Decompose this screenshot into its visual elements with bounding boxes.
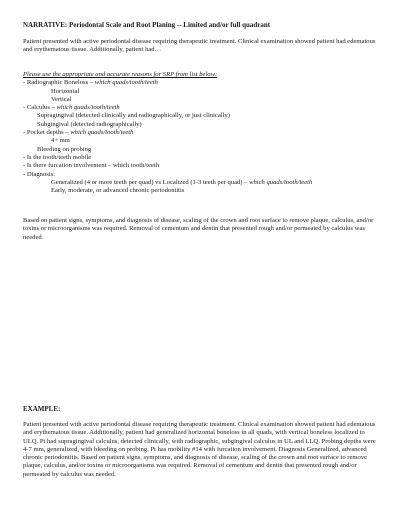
list-item-diagnosis: - Diagnosis: bbox=[23, 170, 56, 178]
list-item-pocket-depths: - Pocket depths – which quads/tooth/teeth bbox=[23, 129, 134, 137]
conclusion-paragraph: Based on patient signs, symptoms, and diagnosis of disease, scaling of the crown and root surface to remove plaque, calculus, and/or toxins or microorganisms was required. Removal of cementum and dentin that presented rough and/or permeated by calculus was needed. bbox=[23, 217, 374, 241]
list-item-furcation: - Is there furcation involvement – which tooth/teeth bbox=[23, 162, 160, 170]
list-subitem-severity: Early, moderate, or advanced chronic periodontitis bbox=[51, 187, 185, 195]
list-subitem-four-mm: 4+ mm bbox=[51, 137, 70, 145]
example-paragraph: Patient presented with active periodontal disease requiring therapeutic treatment. Clinical examination showed patient had edematous and erythematous tissue. Additionally, patient had generalized horizontal boneloss in all quads, with vertical boneless localized to ULQ. Pt had supragingival calculus, detected clinically, with radiographic, subgingival calculus in UL and LLQ. Probing depths were 4-7 mm, generalized, with bleeding on probing. Pt has mobility #14 with furcation involvement. Diagnosis Generalized, advanced chronic periodontitis. Based on patient signs, symptoms, and diagnosis of disease, scaling of the crown and root surface to remove plaque, calculus, and/or toxins or microorganisms was required. Removal of cementum and dentin that presented rough and/or permeated by calculus was needed. bbox=[23, 421, 376, 478]
list-subitem-subgingival: Subgingival (detected radiographically) bbox=[37, 120, 142, 128]
list-item-radiographic: - Radiographic Boneloss – which quads/tooth/teeth bbox=[23, 79, 158, 87]
list-subitem-supragingival: Supragingival (detected clinically and radiographically, or just clinically) bbox=[37, 112, 230, 120]
instruction-text: Please use the appropriate and accurate reasons for SRP from list below: bbox=[23, 71, 218, 78]
srp-reasons-list bbox=[23, 71, 379, 195]
document-title: NARRATIVE: Periodontal Scale and Root Planing -- Limited and/or full quadrant bbox=[23, 21, 271, 29]
list-subitem-vertical: Vertical bbox=[51, 95, 72, 103]
list-item-mobility: - Is the tooth/teeth mobile bbox=[23, 153, 92, 161]
intro-paragraph: Patient presented with active periodontal disease requiring therapeutic treatment. Clinical examination showed patient had edematous and erythematous tissue. Additionally, patient had… bbox=[23, 38, 376, 54]
list-subitem-generalized: Generalized (4 or more teeth per quad) vs Localized (1-3 teeth per quad) – which quads/tooth/teeth bbox=[51, 178, 313, 186]
list-subitem-horizontal: Horizontal bbox=[51, 87, 80, 95]
list-subitem-bleeding: Bleeding on probing bbox=[37, 145, 92, 153]
example-heading: EXAMPLE: bbox=[23, 405, 61, 413]
list-item-calculus: - Calculus – which quads/tooth/teeth bbox=[23, 104, 120, 112]
